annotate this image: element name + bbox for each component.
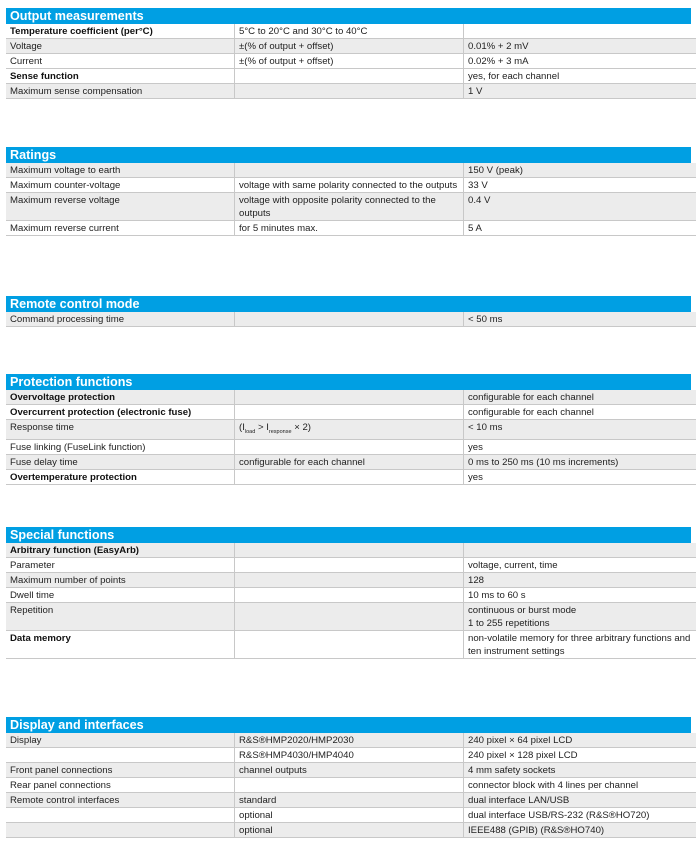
section-header: Display and interfaces	[6, 717, 691, 733]
table-row	[6, 420, 696, 440]
value-cell: IEEE488 (GPIB) (R&S®HO740)	[464, 823, 696, 838]
table-row	[6, 573, 696, 588]
parameter-cell: Voltage	[6, 39, 235, 54]
formula-part: > I	[255, 422, 269, 433]
parameter-cell: Parameter	[6, 558, 235, 573]
condition-cell	[235, 69, 464, 84]
value-cell: 0 ms to 250 ms (10 ms increments)	[464, 454, 696, 469]
parameter-cell: Response time	[6, 420, 235, 440]
formula-part: (I	[239, 422, 245, 433]
condition-cell: optional	[235, 808, 464, 823]
parameter-cell: Command processing time	[6, 312, 235, 327]
table-row	[6, 808, 696, 823]
table-row	[6, 193, 696, 221]
condition-cell	[235, 163, 464, 178]
table-row	[6, 748, 696, 763]
section-header: Ratings	[6, 147, 691, 163]
condition-cell	[235, 778, 464, 793]
parameter-cell: Overvoltage protection	[6, 390, 235, 405]
value-cell: 0.02% + 3 mA	[464, 54, 696, 69]
formula-part: × 2)	[291, 422, 311, 433]
table-row	[6, 603, 696, 631]
section-output-measurements	[6, 8, 691, 99]
value-cell: 10 ms to 60 s	[464, 588, 696, 603]
value-cell: connector block with 4 lines per channel	[464, 778, 696, 793]
table-row	[6, 823, 696, 838]
condition-cell: ±(% of output + offset)	[235, 39, 464, 54]
table-row	[6, 543, 696, 558]
condition-cell	[235, 405, 464, 420]
table-row	[6, 763, 696, 778]
value-cell: 1 V	[464, 84, 696, 99]
table-row	[6, 163, 696, 178]
value-cell: < 10 ms	[464, 420, 696, 440]
value-cell: 4 mm safety sockets	[464, 763, 696, 778]
value-cell	[464, 543, 696, 558]
table-row	[6, 588, 696, 603]
condition-cell: voltage with same polarity connected to the outputs	[235, 178, 464, 193]
condition-cell	[235, 558, 464, 573]
value-cell: configurable for each channel	[464, 405, 696, 420]
spec-table	[6, 24, 696, 99]
value-cell: 128	[464, 573, 696, 588]
spec-table	[6, 733, 696, 838]
condition-cell: ±(% of output + offset)	[235, 54, 464, 69]
table-row	[6, 454, 696, 469]
value-cell: non-volatile memory for three arbitrary functions and ten instrument settings	[464, 631, 696, 659]
condition-cell	[235, 312, 464, 327]
section-display-and-interfaces	[6, 717, 691, 838]
condition-cell: R&S®HMP2020/HMP2030	[235, 733, 464, 748]
formula-cell	[235, 420, 464, 440]
value-cell: yes	[464, 469, 696, 484]
condition-cell	[235, 439, 464, 454]
table-row	[6, 54, 696, 69]
parameter-cell	[6, 808, 235, 823]
condition-cell: 5°C to 20°C and 30°C to 40°C	[235, 24, 464, 39]
condition-cell	[235, 603, 464, 631]
value-cell: yes, for each channel	[464, 69, 696, 84]
parameter-cell	[6, 748, 235, 763]
section-protection-functions	[6, 374, 691, 485]
condition-cell: voltage with opposite polarity connected to the outputs	[235, 193, 464, 221]
condition-cell	[235, 573, 464, 588]
table-row	[6, 39, 696, 54]
condition-cell	[235, 390, 464, 405]
value-cell: dual interface LAN/USB	[464, 793, 696, 808]
condition-cell: configurable for each channel	[235, 454, 464, 469]
parameter-cell: Fuse linking (FuseLink function)	[6, 439, 235, 454]
parameter-cell: Maximum reverse voltage	[6, 193, 235, 221]
parameter-cell: Repetition	[6, 603, 235, 631]
parameter-cell: Front panel connections	[6, 763, 235, 778]
section-remote-control-mode	[6, 296, 691, 327]
value-cell: 0.01% + 2 mV	[464, 39, 696, 54]
section-ratings	[6, 147, 691, 236]
condition-cell: optional	[235, 823, 464, 838]
value-cell: 33 V	[464, 178, 696, 193]
condition-cell: channel outputs	[235, 763, 464, 778]
table-row	[6, 24, 696, 39]
value-cell: 5 A	[464, 221, 696, 236]
parameter-cell: Maximum voltage to earth	[6, 163, 235, 178]
value-cell: 240 pixel × 64 pixel LCD	[464, 733, 696, 748]
value-cell: yes	[464, 439, 696, 454]
parameter-cell: Remote control interfaces	[6, 793, 235, 808]
formula-part: response	[268, 428, 292, 435]
table-row	[6, 631, 696, 659]
value-cell: 150 V (peak)	[464, 163, 696, 178]
parameter-cell: Fuse delay time	[6, 454, 235, 469]
condition-cell: R&S®HMP4030/HMP4040	[235, 748, 464, 763]
table-row	[6, 405, 696, 420]
parameter-cell: Overtemperature protection	[6, 469, 235, 484]
table-row	[6, 733, 696, 748]
table-row	[6, 793, 696, 808]
value-cell: 240 pixel × 128 pixel LCD	[464, 748, 696, 763]
value-cell	[464, 24, 696, 39]
table-row	[6, 312, 696, 327]
section-header: Output measurements	[6, 8, 691, 24]
formula-part: load	[244, 428, 256, 435]
table-row	[6, 778, 696, 793]
table-row	[6, 390, 696, 405]
condition-cell	[235, 543, 464, 558]
section-header: Special functions	[6, 527, 691, 543]
parameter-cell: Current	[6, 54, 235, 69]
section-header: Remote control mode	[6, 296, 691, 312]
table-row	[6, 178, 696, 193]
spec-table	[6, 390, 696, 485]
table-row	[6, 69, 696, 84]
table-row	[6, 558, 696, 573]
parameter-cell: Dwell time	[6, 588, 235, 603]
spec-table	[6, 312, 696, 327]
parameter-cell: Maximum counter-voltage	[6, 178, 235, 193]
section-header: Protection functions	[6, 374, 691, 390]
parameter-cell	[6, 823, 235, 838]
condition-cell	[235, 631, 464, 659]
condition-cell	[235, 84, 464, 99]
condition-cell: for 5 minutes max.	[235, 221, 464, 236]
value-cell: 0.4 V	[464, 193, 696, 221]
table-row	[6, 84, 696, 99]
spec-table	[6, 163, 696, 236]
section-special-functions	[6, 527, 691, 659]
table-row	[6, 221, 696, 236]
value-cell: dual interface USB/RS-232 (R&S®HO720)	[464, 808, 696, 823]
parameter-cell: Sense function	[6, 69, 235, 84]
parameter-cell: Maximum number of points	[6, 573, 235, 588]
parameter-cell: Data memory	[6, 631, 235, 659]
condition-cell	[235, 469, 464, 484]
parameter-cell: Arbitrary function (EasyArb)	[6, 543, 235, 558]
value-cell: configurable for each channel	[464, 390, 696, 405]
value-cell: voltage, current, time	[464, 558, 696, 573]
value-cell: < 50 ms	[464, 312, 696, 327]
parameter-cell: Display	[6, 733, 235, 748]
parameter-cell: Maximum reverse current	[6, 221, 235, 236]
table-row	[6, 439, 696, 454]
table-row	[6, 469, 696, 484]
condition-cell	[235, 588, 464, 603]
parameter-cell: Overcurrent protection (electronic fuse)	[6, 405, 235, 420]
value-cell: continuous or burst mode 1 to 255 repetitions	[464, 603, 696, 631]
parameter-cell: Temperature coefficient (per°C)	[6, 24, 235, 39]
condition-cell: standard	[235, 793, 464, 808]
parameter-cell: Rear panel connections	[6, 778, 235, 793]
parameter-cell: Maximum sense compensation	[6, 84, 235, 99]
spec-table	[6, 543, 696, 659]
